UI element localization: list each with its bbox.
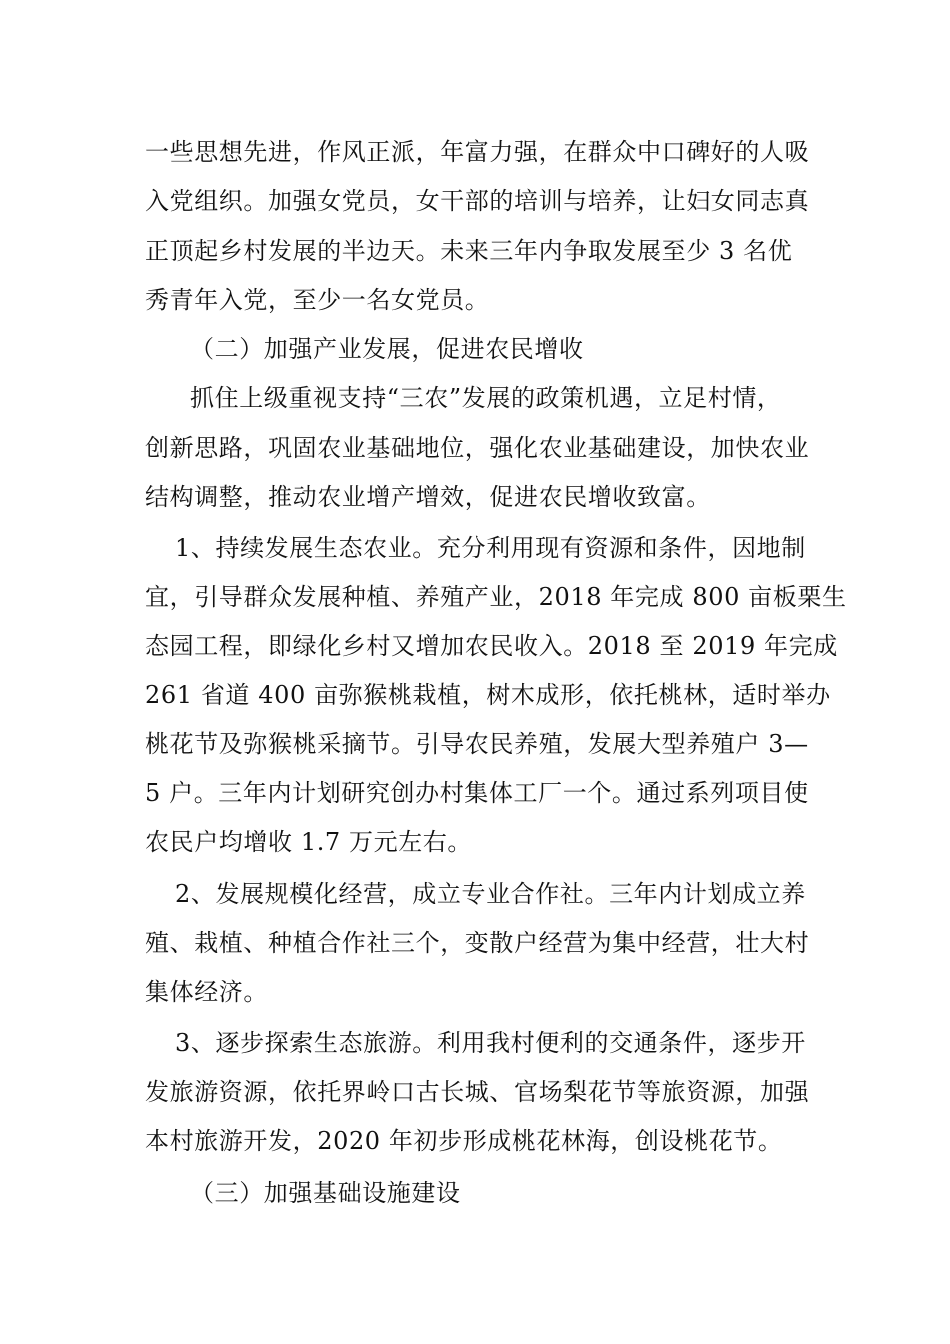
paragraph-line: 秀青年入党，至少一名女党员。 <box>145 286 490 314</box>
paragraph-line: 集体经济。 <box>145 978 268 1006</box>
paragraph-line: 态园工程，即绿化乡村又增加农民收入。2018 至 2019 年完成 <box>145 632 838 660</box>
paragraph-line: 抓住上级重视支持“三农”发展的政策机遇，立足村情， <box>190 384 782 412</box>
section-heading: （二）加强产业发展，促进农民增收 <box>190 335 584 363</box>
paragraph-line: 2、发展规模化经营，成立专业合作社。三年内计划成立养 <box>175 880 806 908</box>
paragraph-line: 5 户。三年内计划研究创办村集体工厂一个。通过系列项目使 <box>145 779 809 807</box>
paragraph-line: 261 省道 400 亩弥猴桃栽植，树木成形，依托桃林，适时举办 <box>145 681 831 709</box>
paragraph-line: 本村旅游开发，2020 年初步形成桃花林海，创设桃花节。 <box>145 1127 783 1155</box>
paragraph-line: 农民户均增收 1.7 万元左右。 <box>145 828 473 856</box>
paragraph-line: 结构调整，推动农业增产增效，促进农民增收致富。 <box>145 483 711 511</box>
paragraph-line: 一些思想先进，作风正派，年富力强，在群众中口碑好的人吸 <box>145 138 810 166</box>
paragraph-line: 3、逐步探索生态旅游。利用我村便利的交通条件，逐步开 <box>175 1029 806 1057</box>
paragraph-line: 入党组织。加强女党员，女干部的培训与培养，让妇女同志真 <box>145 187 810 215</box>
paragraph-line: 1、持续发展生态农业。充分利用现有资源和条件，因地制 <box>175 534 806 562</box>
paragraph-line: 殖、栽植、种植合作社三个，变散户经营为集中经营，壮大村 <box>145 929 810 957</box>
paragraph-line: 正顶起乡村发展的半边天。未来三年内争取发展至少 3 名优 <box>145 237 793 265</box>
paragraph-line: 宜，引导群众发展种植、养殖产业，2018 年完成 800 亩板栗生 <box>145 583 847 611</box>
section-heading: （三）加强基础设施建设 <box>190 1179 461 1207</box>
paragraph-line: 发旅游资源，依托界岭口古长城、官场梨花节等旅资源，加强 <box>145 1078 810 1106</box>
paragraph-line: 桃花节及弥猴桃采摘节。引导农民养殖，发展大型养殖户 3— <box>145 730 809 758</box>
paragraph-line: 创新思路，巩固农业基础地位，强化农业基础建设，加快农业 <box>145 434 810 462</box>
